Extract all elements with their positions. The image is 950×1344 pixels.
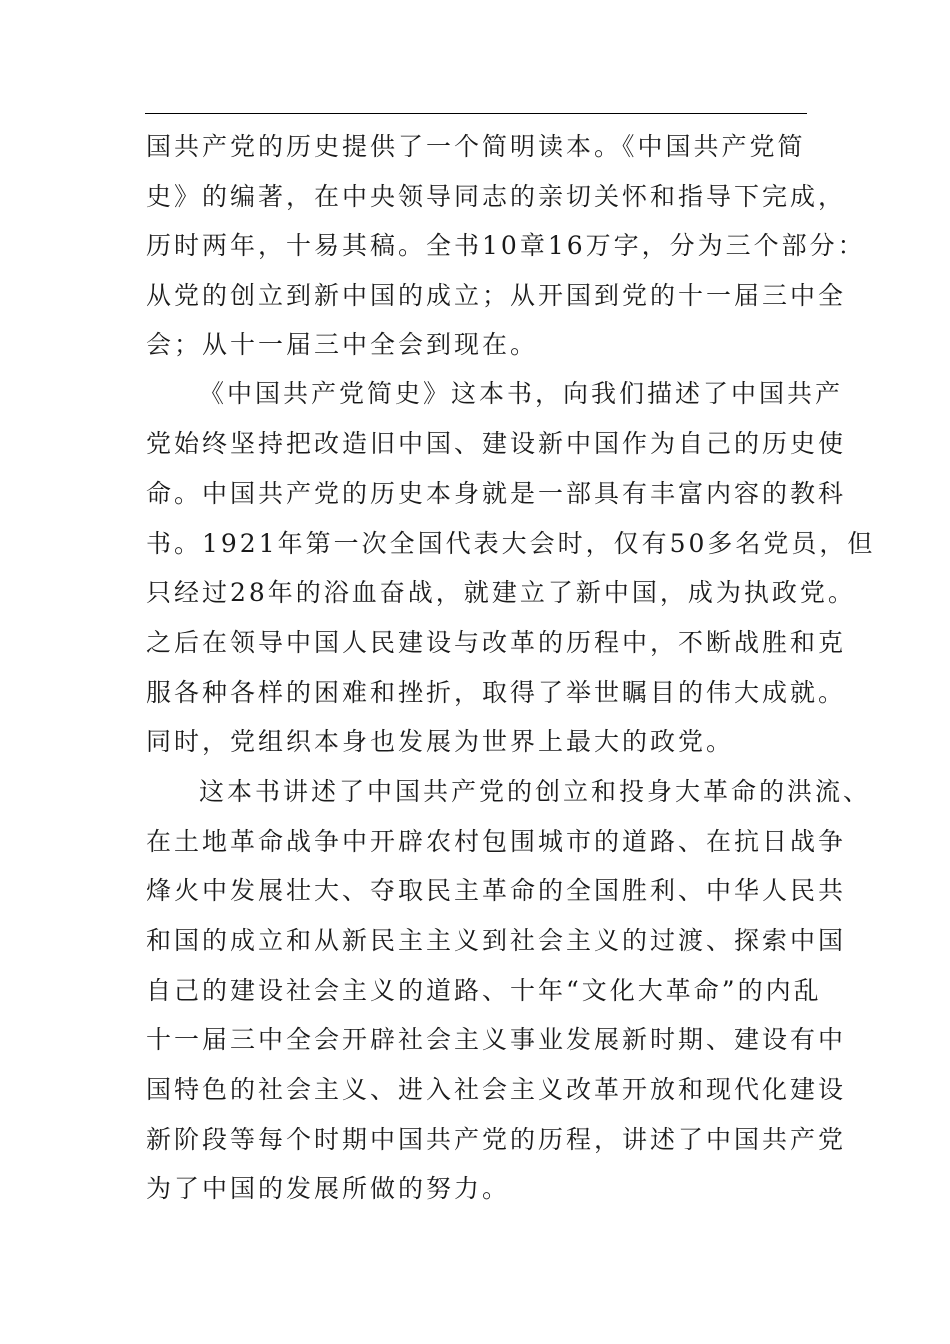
text-line: 会；从十一届三中全会到现在。 — [146, 330, 539, 359]
paragraph-start-line: 这本书讲述了中国共产党的创立和投身大革命的洪流、 — [199, 777, 872, 806]
text-line: 烽火中发展壮大、夺取民主革命的全国胜利、中华人民共 — [146, 876, 847, 905]
text-line: 国特色的社会主义、进入社会主义改革开放和现代化建设 — [146, 1075, 847, 1104]
paragraph-start-line: 《中国共产党简史》这本书，向我们描述了中国共产 — [199, 379, 844, 408]
text-line: 和国的成立和从新民主主义到社会主义的过渡、探索中国 — [146, 926, 847, 955]
text-line: 自己的建设社会主义的道路、十年“文化大革命”的内乱 — [146, 976, 822, 1005]
text-line: 新阶段等每个时期中国共产党的历程，讲述了中国共产党 — [146, 1125, 847, 1154]
text-line: 史》的编著，在中央领导同志的亲切关怀和指导下完成， — [146, 182, 847, 211]
header-rule — [145, 113, 807, 114]
text-line: 历时两年，十易其稿。全书10章16万字，分为三个部分： — [146, 231, 866, 260]
text-line: 之后在领导中国人民建设与改革的历程中，不断战胜和克 — [146, 628, 847, 657]
text-line: 书。1921年第一次全国代表大会时，仅有50多名党员，但 — [146, 529, 876, 558]
text-line: 从党的创立到新中国的成立；从开国到党的十一届三中全 — [146, 281, 847, 310]
text-line: 十一届三中全会开辟社会主义事业发展新时期、建设有中 — [146, 1025, 847, 1054]
text-line: 为了中国的发展所做的努力。 — [146, 1174, 511, 1203]
text-line: 国共产党的历史提供了一个简明读本。《中国共产党简 — [146, 132, 806, 161]
text-line: 服各种各样的困难和挫折，取得了举世瞩目的伟大成就。 — [146, 678, 847, 707]
text-line: 只经过28年的浴血奋战，就建立了新中国，成为执政党。 — [146, 578, 856, 607]
text-line: 命。中国共产党的历史本身就是一部具有丰富内容的教科 — [146, 479, 847, 508]
text-line: 同时，党组织本身也发展为世界上最大的政党。 — [146, 727, 735, 756]
text-line: 党始终坚持把改造旧中国、建设新中国作为自己的历史使 — [146, 429, 847, 458]
text-line: 在土地革命战争中开辟农村包围城市的道路、在抗日战争 — [146, 827, 847, 856]
